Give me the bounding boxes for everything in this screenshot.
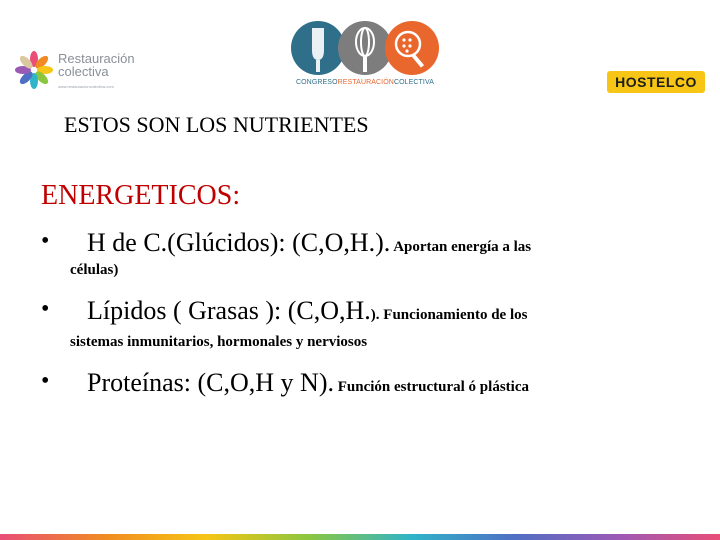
slide-heading: ESTOS SON LOS NUTRIENTES [64, 112, 369, 137]
hostelco-text: HOSTELCO [615, 74, 697, 90]
kitchen-utensils-icon [290, 20, 440, 76]
item-formula: ): (C,O,H. [265, 296, 371, 325]
bullet-icon: • [41, 296, 50, 322]
item-description: Función estructural ó plástica [333, 379, 529, 395]
bullet-icon: • [41, 228, 50, 254]
item-name: H de C.(Glúcidos [87, 228, 270, 257]
hostelco-logo [607, 71, 705, 93]
restauracion-colectiva-logo [14, 46, 134, 94]
item-text [87, 228, 531, 258]
item-description: Aportan energía a las [390, 239, 532, 255]
bullet-icon: • [41, 368, 50, 394]
congreso-caption [280, 79, 450, 86]
item-formula: : (C,O,H y N). [183, 368, 334, 397]
caption-part-2: RESTAURACIÓN [337, 79, 394, 86]
item-name: Proteínas [87, 368, 184, 397]
item-name: Lípidos ( Grasas [87, 296, 266, 325]
brand-line-1: Restauración [58, 51, 135, 66]
brand-tagline: www.restauracioncolectiva.com [58, 84, 114, 89]
section-title: ENERGETICOS: [41, 180, 241, 211]
congreso-logo [280, 20, 450, 92]
item-description: ). Funcionamiento de los [370, 307, 528, 323]
caption-part-3: COLECTIVA [393, 79, 434, 86]
item-description-continued: células) [70, 262, 119, 278]
item-formula: ): (C,O,H.). [269, 228, 391, 257]
brand-line-2: colectiva [58, 64, 109, 79]
item-text [87, 296, 527, 326]
bottom-color-stripe [0, 534, 720, 540]
restauracion-colectiva-wordmark [58, 52, 135, 78]
item-text [87, 368, 529, 398]
item-description-continued: sistemas inmunitarios, hormonales y nerviosos [70, 334, 368, 350]
caption-part-1: CONGRESO [295, 79, 338, 86]
flower-icon [14, 50, 54, 90]
